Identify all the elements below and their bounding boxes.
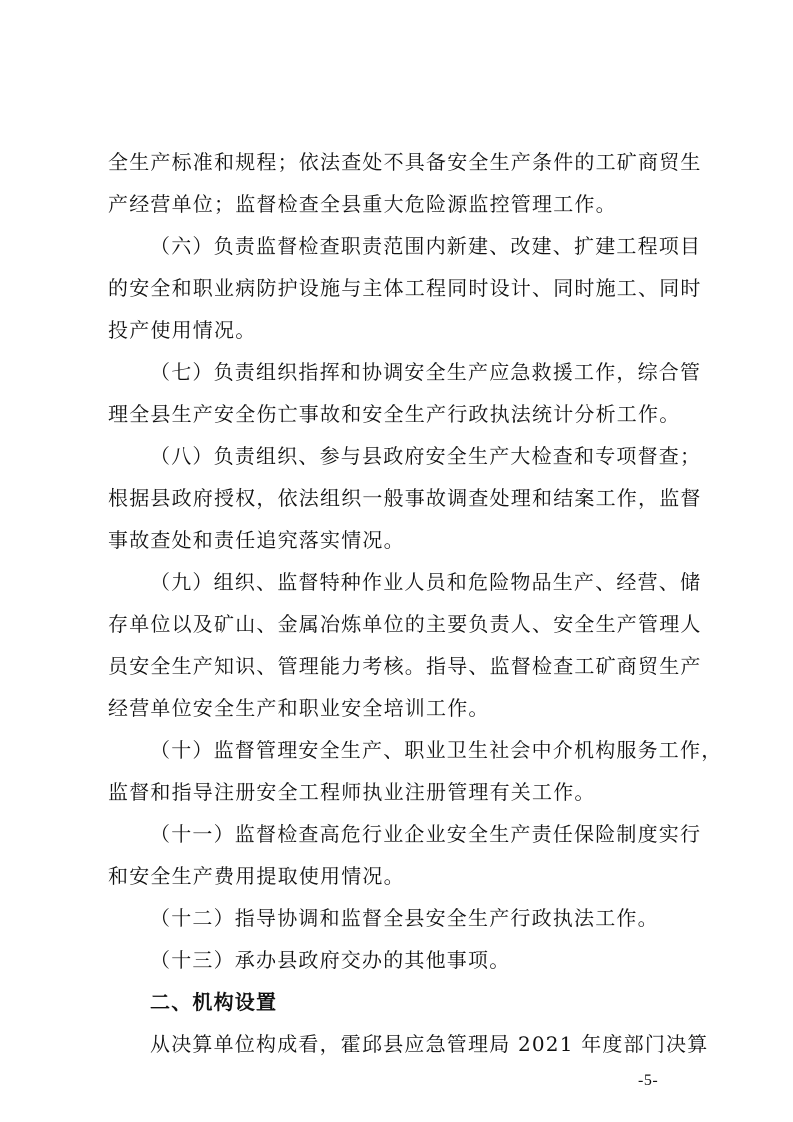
paragraph-line: （九）组织、监督特种作业人员和危险物品生产、经营、储	[150, 570, 702, 594]
paragraph-line: 监督和指导注册安全工程师执业注册管理有关工作。	[108, 780, 596, 804]
paragraph-line: 存单位以及矿山、金属冶炼单位的主要负责人、安全生产管理人	[108, 612, 702, 636]
paragraph-line: （十一）监督检查高危行业企业安全生产责任保险制度实行	[150, 822, 702, 846]
paragraph-line: （八）负责组织、参与县政府安全生产大检查和专项督查；	[150, 444, 702, 468]
paragraph-line: 产经营单位；监督检查全县重大危险源监控管理工作。	[108, 192, 617, 216]
paragraph-line: 投产使用情况。	[108, 318, 257, 342]
paragraph-line: （六）负责监督检查职责范围内新建、改建、扩建工程项目	[150, 234, 702, 258]
paragraph-line: 的安全和职业病防护设施与主体工程同时设计、同时施工、同时	[108, 276, 702, 300]
paragraph-line: 从决算单位构成看，霍邱县应急管理局 2021 年度部门决算	[150, 1032, 709, 1056]
paragraph-line: 经营单位安全生产和职业安全培训工作。	[108, 696, 490, 720]
paragraph-line: 根据县政府授权，依法组织一般事故调查处理和结案工作，监督	[108, 486, 702, 510]
paragraph-line: 事故查处和责任追究落实情况。	[108, 528, 405, 552]
page-number: -5-	[638, 1072, 659, 1089]
paragraph-line: 理全县生产安全伤亡事故和安全生产行政执法统计分析工作。	[108, 402, 681, 426]
paragraph-line: （七）负责组织指挥和协调安全生产应急救援工作，综合管	[150, 360, 702, 384]
paragraph-line: （十三）承办县政府交办的其他事项。	[150, 948, 511, 972]
section-heading: 二、机构设置	[150, 990, 278, 1014]
paragraph-line: 全生产标准和规程；依法查处不具备安全生产条件的工矿商贸生	[108, 150, 702, 174]
paragraph-line: 员安全生产知识、管理能力考核。指导、监督检查工矿商贸生产	[108, 654, 702, 678]
paragraph-line: （十二）指导协调和监督全县安全生产行政执法工作。	[150, 906, 659, 930]
paragraph-line: （十）监督管理安全生产、职业卫生社会中介机构服务工作，	[150, 738, 723, 762]
paragraph-line: 和安全生产费用提取使用情况。	[108, 864, 405, 888]
